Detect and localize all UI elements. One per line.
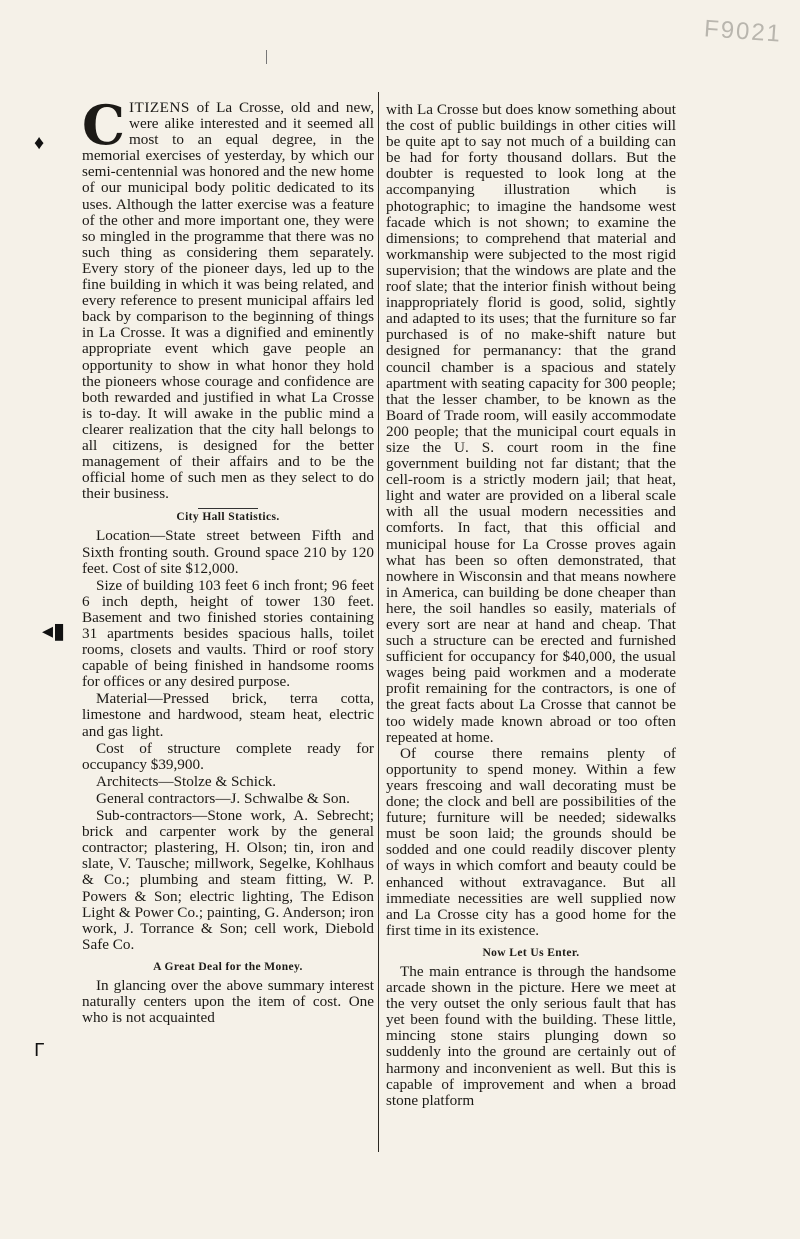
heading-rule [198, 508, 258, 509]
stat-material: Material—Pressed brick, terra cotta, limestone and hardwood, steam heat, electric and gas light. [82, 690, 374, 740]
deal-paragraph: In glancing over the above summary interest naturally centers upon the item of cost. One who is not acquainted [82, 976, 374, 1027]
column-rule [378, 92, 379, 1152]
margin-tick [266, 50, 267, 64]
opportunity-paragraph: Of course there remains plenty of opportunity to spend money. Within a few years frescoing and wall decorating must be done; the clock and bell are possibilities of the future; furniture will be needed; sidewalks must be soon laid; the grounds should be sodded and one could readily discover plenty of ways in which comfort and beauty could be enhanced without extravagance. But all immediate necessities are well supplied now and La Crosse city has a good home for the first time in its existence. [386, 744, 676, 939]
right-column [386, 102, 676, 1109]
continued-paragraph: with La Crosse but does know something about the cost of public buildings in other cities will be quite apt to say not much of a building can be had for forty thousand dollars. But the doubter is requested to look long at the accompanying illustration which is photographic; to imagine the handsome west facade which is not shown; to examine the dimensions; to comprehend that material and workmanship were subjected to the most rigid supervision; that the windows are plate and the roof slate; that the interior finish without being inappropriately florid is good, solid, sightly and adapted to its uses; that the furniture so far purchased is of no make-shift nature but designed for permanancy: that the grand council chamber is a spacious and stately apartment with seating capacity for 300 people; that the lesser chamber, to be known as the Board of Trade room, will easily accommodate 200 people; that the municipal court equals in size the U. S. court room in the fine government building not far distant; that the cell-room is a strictly modern jail; that heat, light and water are provided on a liberal scale with all the usual modern necessities and comforts. In fact, that this official and municipal house for La Crosse proves again what has been so often demonstrated, that nowhere in Wisconsin and that means nowhere in America, can building be done cheaper than here, the soil handles so easily, materials of every sort are near at hand and cheap. That such a structure can be erected and furnished sufficient for occupancy for $40,000, the usual wages being paid workmen and a moderate profit remaining for the contractors, is one of the great facts about La Crosse that cannot be too widely made known abroad or too often repeated at home. [386, 101, 676, 746]
entrance-paragraph: The main entrance is through the handsome arcade shown in the picture. Here we meet at the very outset the only serious fault that has yet been found with the building. These little, mincing stone stairs plunging down so suddenly into the ground are certainly out of harmony and inconvenient as well. But this is capable of improvement and when a broad stone platform [386, 962, 676, 1109]
stat-sub-contractors: Sub-contractors—Stone work, A. Sebrecht; brick and carpenter work by the general contractor; plastering, H. Olson; tin, iron and slate, V. Tausche; millwork, Segelke, Kohlhaus & Co.; plumbing and steam fitting, W. P. Powers & Son; electric lighting, The Edison Light & Power Co.; painting, G. Anderson; iron work, J. Torrance & Son; cell work, Diebold Safe Co. [82, 807, 374, 953]
intro-text: of La Crosse, old and new, were alike interested and it seemed all most to an equal degree, in the memorial exercises of yesterday, by which our semi-centennial was honored and the new home of our municipal body politic dedicated to its uses. Although the latter exercise was a feature of the other and more important one, they were so mingled in the programme that there was no such thing as considering them separately. Every story of the pioneer days, led up to the fine building in which it was being related, and every reference to present municipal affairs led back by comparison to the beginning of things in La Crosse. It was a dignified and eminently appropriate event which gave people an opportunity to show in what honor they hold the pioneers whose courage and confidence are both rewarded and justified in what La Crosse is to-day. It will awake in the public mind a clearer realization that the city hall belongs to all citizens, is designed for the better management of their affairs and to be the official home of such men as they select to do their business. [82, 99, 374, 503]
intro-opener: ITIZENS [128, 99, 190, 116]
stats-heading-block [82, 508, 374, 525]
archive-number: F9021 [703, 15, 783, 48]
intro-paragraph [82, 93, 374, 503]
left-column [82, 93, 374, 1027]
stat-size: Size of building 103 feet 6 inch front; 96 feet 6 inch depth, height of tower 130 feet. Basement and two finished stories containing 31 apartments besides spacious halls, toilet rooms, closets and vaults. Third or roof story capable of being finished in handsome rooms for offices or any desired purpose. [82, 576, 374, 691]
deal-heading-block [82, 959, 374, 975]
stat-cost: Cost of structure complete ready for occupancy $39,900. [82, 739, 374, 773]
enter-heading: Now Let Us Enter. [482, 946, 580, 959]
deal-heading: A Great Deal for the Money. [153, 960, 303, 973]
enter-heading-block [386, 945, 676, 961]
margin-mark-bottom: ᒥ [34, 1040, 45, 1060]
stat-general-contractors: General contractors—J. Schwalbe & Son. [96, 789, 350, 807]
drop-cap: C [82, 93, 125, 157]
stat-location: Location—State street between Fifth and Sixth fronting south. Ground space 210 by 120 feet. Cost of site $12,000. [82, 527, 374, 577]
margin-mark-top: ♦ [34, 132, 45, 154]
stats-heading: City Hall Statistics. [176, 511, 280, 524]
margin-mark-middle: ◂▮ [42, 618, 66, 643]
stat-architects: Architects—Stolze & Schick. [96, 772, 277, 790]
